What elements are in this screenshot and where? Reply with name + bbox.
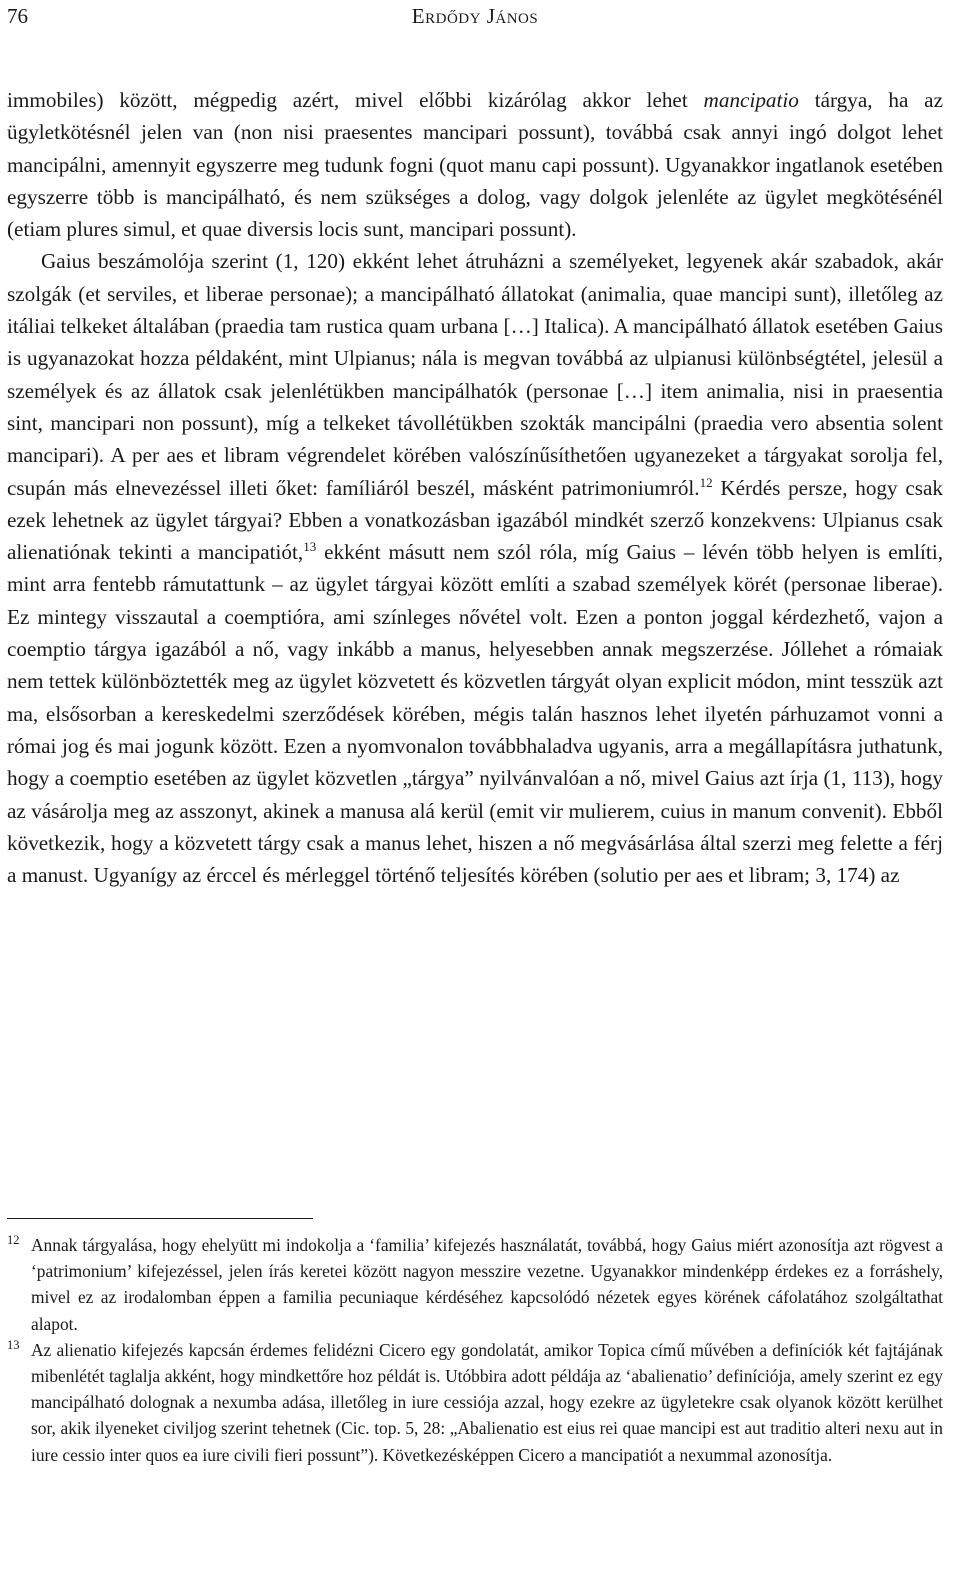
paragraph-1-text-b: tárgya, ha az ügyletkötésnél jelen van (non nisi praesentes mancipari possunt), továbbá csak annyi ingó dolgot lehet mancipálni, amennyit egyszerre meg tudunk fogni (quot manu capi possunt). Ugyanakkor ingatlanok esetében egyszerre több is mancipálható, és nem szükséges a dolog, vagy dolgok jelenléte az ügylet megkötésénél (etiam plures simul, et quae diversis locis sunt, mancipari possunt). [7, 88, 943, 242]
paragraph-1 [7, 84, 943, 245]
paragraph-1-text-a: immobiles) között, mégpedig azért, mivel előbbi kizárólag akkor lehet [7, 88, 704, 112]
italic-term: mancipatio [703, 88, 799, 112]
footnote-text: Az alienatio kifejezés kapcsán érdemes felidézni Cicero egy gondolatát, amikor Topica című művében a definíciók két fajtájának mibenlétét taglalja akként, hogy mindkettőre hoz példát is. Utóbbira adott példája az ‘abalienatio’ definíciója, amely szerint ez egy mancipálható dolognak a nexumba adása, illetőleg in iure cessiója azzal, hogy ezekre az ügyletekre csak olyanok között kerülhet sor, akik ilyeneket civiljog szerint tehetnek (Cic. top. 5, 28: „Abalienatio est eius rei quae mancipi est aut traditio alteri nexu aut in iure cessio inter quos ea iure civili fieri possunt”). Következésképpen Cicero a mancipatiót a nexummal azonosítja. [31, 1339, 943, 1465]
document-page [7, 0, 943, 891]
footnotes [7, 1232, 943, 1468]
paragraph-2-text-b: Kérdés persze, hogy csak ezek lehetnek az ügylet tárgyai? Ebben a vonatkozásban igazából mindkét szerző konzekvens: Ulpianus csak alienatiónak tekinti a mancipatiót, [7, 475, 943, 565]
footnote-mark: 12 [7, 1233, 20, 1247]
footnote-mark: 13 [7, 1337, 20, 1352]
paragraph-2 [7, 245, 943, 891]
page-number: 76 [7, 4, 28, 28]
footnote-text: Annak tárgyalása, hogy ehelyütt mi indokolja a ‘familia’ kifejezés használatát, továbbá, hogy Gaius miért azonosítja azt rögvest a ‘patrimonium’ kifejezéssel, jelen írás keretei között nagyon messzire vezetne. Ugyanakkor mindenképp érdekes ez a forráshely, mivel ez az irodalomban éppen a familia pecuniaque kérdéséhez kapcsolódó nézetek egyes körének cáfolatához szolgáltathat alapot. [31, 1235, 943, 1334]
page-header [7, 4, 943, 32]
footnote-13 [7, 1337, 943, 1468]
body-text [7, 84, 943, 891]
footnote-12 [7, 1232, 943, 1337]
footnote-ref-12[interactable]: 12 [699, 474, 713, 490]
footnote-ref-13[interactable]: 13 [303, 539, 317, 555]
footnote-divider [7, 1218, 313, 1219]
paragraph-2-text-c: ekként másutt nem szól róla, míg Gaius – lévén több helyen is említi, mint arra fentebb rámutattunk – az ügylet tárgyai között említi a szabad személyek körét (personae liberae). Ez mintegy visszautal a coemptióra, ami színleges nővétel volt. Ezen a ponton joggal kérdezhető, vajon a coemptio tárgya igazából a nő, vagy inkább a manus, helyesebben annak megszerzése. Jóllehet a rómaiak nem tettek különböztették meg az ügylet közvetett és közvetlen tárgyát olyan explicit módon, mint tesszük azt ma, elsősorban a kereskedelmi szerződések körében, mégis talán hasznos lehet ilyetén párhuzamot vonni a római jog és mai jogunk között. Ezen a nyomvonalon továbbhaladva ugyanis, arra a megállapításra juthatunk, hogy a coemptio esetében az ügylet közvetlen „tárgya” nyilvánvalóan a nő, mivel Gaius azt írja (1, 113), hogy az vásárolja meg az asszonyt, akinek a manusa alá kerül (emit vir mulierem, cuius in manum convenit). Ebből következik, hogy a közvetett tárgy csak a manus lehet, hiszen a nő megvásárlása által szerzi meg felette a férj a manust. Ugyanígy az érccel és mérleggel történő teljesítés körében (solutio per aes et libram; 3, 174) az [7, 540, 944, 888]
running-head: Erdődy János [411, 4, 539, 28]
paragraph-2-text-a: Gaius beszámolója szerint (1, 120) ekként lehet átruházni a személyeket, legyenek akár szabadok, akár szolgák (et serviles, et liberae personae); a mancipálható állatokat (animalia, quae mancipi sunt), illetőleg az itáliai telkeket általában (praedia tam rustica quam urbana […] Italica). A mancipálható állatok esetében Gaius is ugyanazokat hozza példaként, mint Ulpianus; nála is megvan továbbá az ulpianusi különbségtétel, jelesül a személyek és az állatok csak jelenlétükben mancipálhatók (personae […] item animalia, nisi in praesentia sint, mancipari non possunt), míg a telkeket távollétükben szokták mancipálni (praedia vero absentia solent mancipari). A per aes et libram végrendelet körében valószínűsíthetően ugyanezeket a tárgyakat sorolja fel, csupán más elnevezéssel illeti őket: famíliáról beszél, másként patrimoniumról. [7, 249, 943, 500]
